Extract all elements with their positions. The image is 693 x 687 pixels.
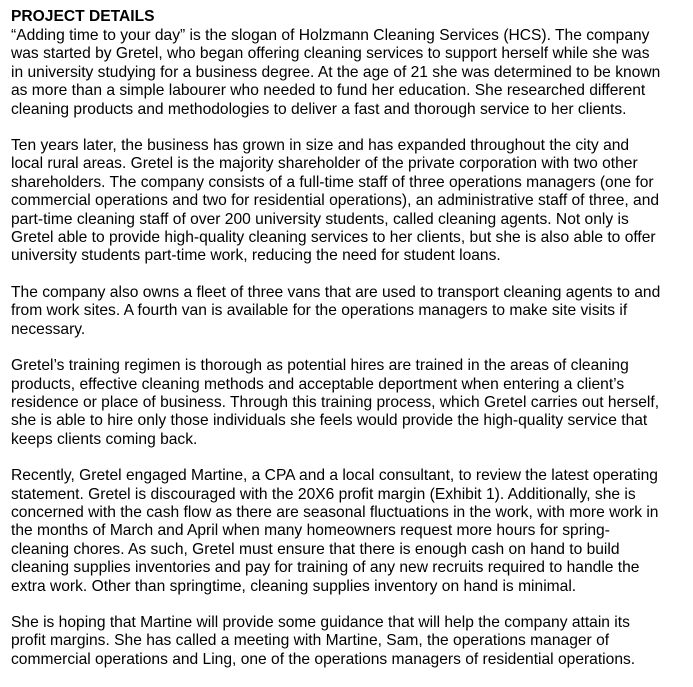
paragraph-intro: [11, 27, 691, 119]
document-body: [11, 8, 691, 687]
text-line: Recently, Gretel engaged Martine, a CPA and a local consultant, to review the latest operating: [11, 467, 658, 485]
text-line: part-time cleaning staff of over 200 university students, called cleaning agents. Not only is: [11, 210, 629, 228]
text-line: products, effective cleaning methods and acceptable deportment when entering a client’s: [11, 375, 625, 393]
text-line: commercial operations and Ling, one of the operations managers of residential operations.: [11, 650, 636, 668]
paragraph-meeting: [11, 614, 691, 669]
text-line: as more than a simple labourer who needed to fund her education. She researched different: [11, 82, 646, 100]
text-line: necessary.: [11, 320, 86, 338]
text-line: commercial operations and two for residential operations), an administrative staff of three, and: [11, 192, 660, 210]
text-line: Ten years later, the business has grown in size and has expanded throughout the city and: [11, 137, 630, 155]
text-line: she is able to hire only those individuals she feels would provide the high-quality service that: [11, 412, 648, 430]
text-line: was started by Gretel, who began offering cleaning services to support herself while she was: [11, 45, 650, 63]
text-line: concerned with the cash flow as there are seasonal fluctuations in the work, with more work in: [11, 503, 659, 521]
text-line: residence or place of business. Through this training process, which Gretel carries out herself,: [11, 393, 660, 411]
paragraph-review: [11, 467, 691, 596]
text-line: The company also owns a fleet of three vans that are used to transport cleaning agents to and: [11, 283, 661, 301]
text-line: local rural areas. Gretel is the majority shareholder of the private corporation with two other: [11, 155, 638, 173]
text-line: extra work. Other than springtime, cleaning supplies inventory on hand is minimal.: [11, 577, 577, 595]
text-line: keeps clients coming back.: [11, 430, 198, 448]
text-line: cleaning supplies inventories and pay for training of any new recruits required to handle the: [11, 559, 640, 577]
text-line: in university studying for a business degree. At the age of 21 she was determined to be known: [11, 63, 661, 81]
text-line: Gretel able to provide high-quality cleaning services to her clients, but she is also able to offer: [11, 229, 656, 247]
page-title: PROJECT DETAILS: [11, 8, 155, 25]
text-line: from work sites. A fourth van is available for the operations managers to make site visits if: [11, 302, 628, 320]
paragraph-growth: [11, 137, 691, 266]
text-line: She is hoping that Martine will provide some guidance that will help the company attain its: [11, 613, 630, 631]
text-line: university students part-time work, reducing the need for student loans.: [11, 247, 501, 265]
paragraph-vans: [11, 284, 691, 339]
text-line: statement. Gretel is discouraged with the 20X6 profit margin (Exhibit 1). Additionally, she is: [11, 485, 636, 503]
text-line: cleaning chores. As such, Gretel must ensure that there is enough cash on hand to build: [11, 540, 620, 558]
text-line: cleaning products and methodologies to deliver a fast and thorough service to her clients.: [11, 100, 627, 118]
text-line: shareholders. The company consists of a full-time staff of three operations managers (one for: [11, 173, 654, 191]
text-line: the months of March and April when many homeowners request more hours for spring-: [11, 522, 610, 540]
text-line: “Adding time to your day” is the slogan of Holzmann Cleaning Services (HCS). The company: [11, 27, 650, 44]
paragraph-training: [11, 357, 691, 449]
text-line: profit margins. She has called a meeting with Martine, Sam, the operations manager of: [11, 632, 610, 650]
text-line: Gretel’s training regimen is thorough as potential hires are trained in the areas of cleaning: [11, 357, 629, 375]
